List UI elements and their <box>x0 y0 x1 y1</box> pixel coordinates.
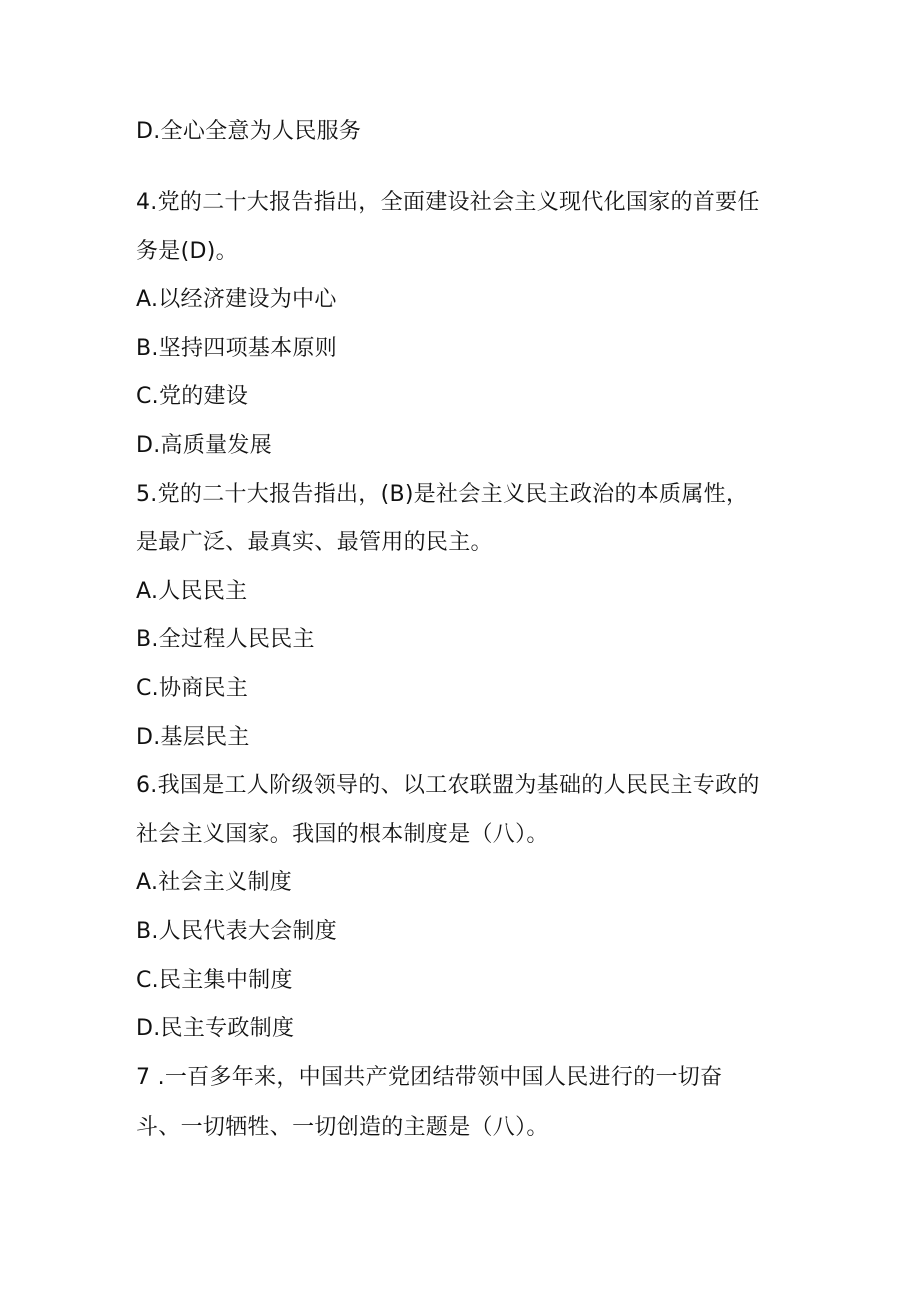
q7-stem-line-2: 斗、一切牺牲、一切创造的主题是（八）。 <box>136 1115 549 1140</box>
q5-stem-line-2: 是最广泛、最真实、最管用的民主。 <box>136 530 493 555</box>
q6-option-d: D.民主专政制度 <box>136 1016 295 1041</box>
q5-option-d: D.基层民主 <box>136 725 250 750</box>
q5-option-b: B.全过程人民民主 <box>136 627 315 652</box>
q5-stem-line-1: 5.党的二十大报告指出，(B)是社会主义民主政治的本质属性， <box>136 482 749 507</box>
q6-option-b: B.人民代表大会制度 <box>136 919 338 944</box>
q4-option-b: B.坚持四项基本原则 <box>136 336 338 361</box>
q6-stem-line-2: 社会主义国家。我国的根本制度是（八）。 <box>136 822 549 847</box>
q4-option-a: A.以经济建设为中心 <box>136 287 337 312</box>
q4-option-c: C.党的建设 <box>136 384 249 409</box>
q3-option-d: D.全心全意为人民服务 <box>136 119 362 144</box>
q4-option-d: D.高质量发展 <box>136 433 273 458</box>
q7-stem-line-1: 7 .一百多年来，中国共产党团结带领中国人民进行的一切奋 <box>136 1065 723 1090</box>
q4-stem-line-2: 务是(D)。 <box>136 239 238 264</box>
q6-stem-line-1: 6.我国是工人阶级领导的、以工农联盟为基础的人民民主专政的 <box>136 773 760 798</box>
q5-option-c: C.协商民主 <box>136 676 249 701</box>
q5-option-a: A.人民民主 <box>136 579 248 604</box>
q4-stem-line-1: 4.党的二十大报告指出，全面建设社会主义现代化国家的首要任 <box>136 190 760 215</box>
q6-option-c: C.民主集中制度 <box>136 968 293 993</box>
q6-option-a: A.社会主义制度 <box>136 870 293 895</box>
